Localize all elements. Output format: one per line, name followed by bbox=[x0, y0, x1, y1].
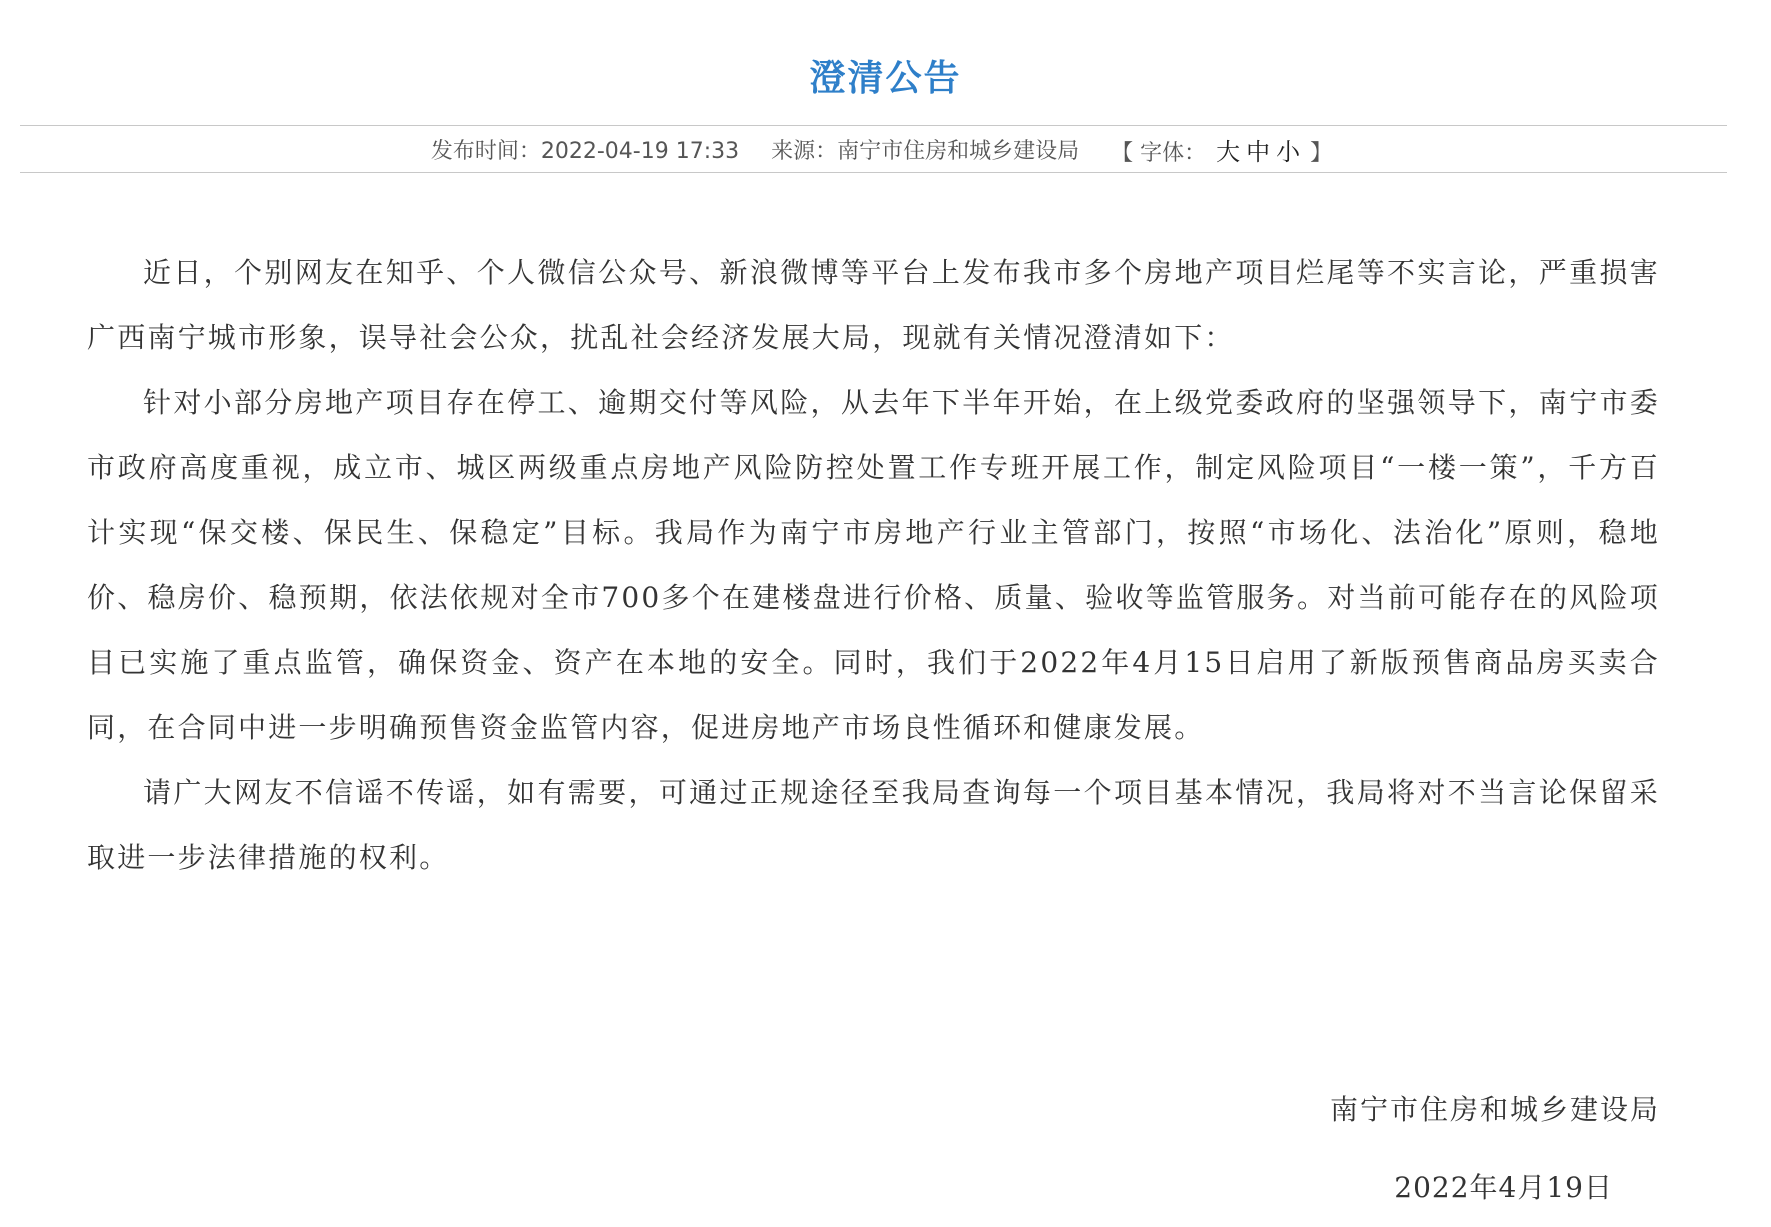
font-size-close-bracket: 】 bbox=[1310, 140, 1333, 166]
article-paragraph-1: 近日，个别网友在知乎、个人微信公众号、新浪微博等平台上发布我市多个房地产项目烂尾等不实言论，严重损害广西南宁城市形象，误导社会公众，扰乱社会经济发展大局，现就有关情况澄清如下： bbox=[87, 256, 1660, 354]
publish-time bbox=[431, 134, 739, 165]
page-title: 澄清公告 bbox=[809, 58, 962, 100]
source-value: 南宁市住房和城乡建设局 bbox=[837, 138, 1080, 164]
article-source bbox=[771, 134, 1079, 165]
publish-time-label: 发布时间： bbox=[430, 138, 541, 164]
publish-time-value: 2022-04-19 17:33 bbox=[540, 138, 740, 164]
article-paragraph-2: 针对小部分房地产项目存在停工、逾期交付等风险，从去年下半年开始，在上级党委政府的坚强领导下，南宁市委市政府高度重视，成立市、城区两级重点房地产风险防控处置工作专班开展工作，制定风险项目“一楼一策”，千方百计实现“保交楼、保民生、保稳定”目标。我局作为南宁市房地产行业主管部门，按照“市场化、法治化”原则，稳地价、稳房价、稳预期，依法依规对全市700多个在建楼盘进行价格、质量、验收等监管服务。对当前可能存在的风险项目已实施了重点监管，确保资金、资产在本地的安全。同时，我们于2022年4月15日启用了新版预售商品房买卖合同，在合同中进一步明确预售资金监管内容，促进房地产市场良性循环和健康发展。 bbox=[87, 386, 1660, 744]
font-size-medium-button[interactable]: 中 bbox=[1246, 137, 1271, 166]
font-size-large-button[interactable]: 大 bbox=[1216, 137, 1241, 166]
source-label: 来源： bbox=[771, 138, 838, 164]
signature-date: 2022年4月19日 bbox=[1394, 1171, 1613, 1204]
font-size-small-button[interactable]: 小 bbox=[1276, 137, 1301, 166]
font-size-open-bracket: 【 字体： bbox=[1111, 140, 1207, 166]
article-body bbox=[87, 240, 1660, 890]
signature-issuer: 南宁市住房和城乡建设局 bbox=[1329, 1093, 1660, 1126]
article-paragraph-3: 请广大网友不信谣不传谣，如有需要，可通过正规途径至我局查询每一个项目基本情况，我局将对不当言论保留采取进一步法律措施的权利。 bbox=[87, 776, 1660, 874]
font-size-switcher bbox=[1111, 132, 1332, 167]
article-meta-bar bbox=[20, 125, 1727, 173]
